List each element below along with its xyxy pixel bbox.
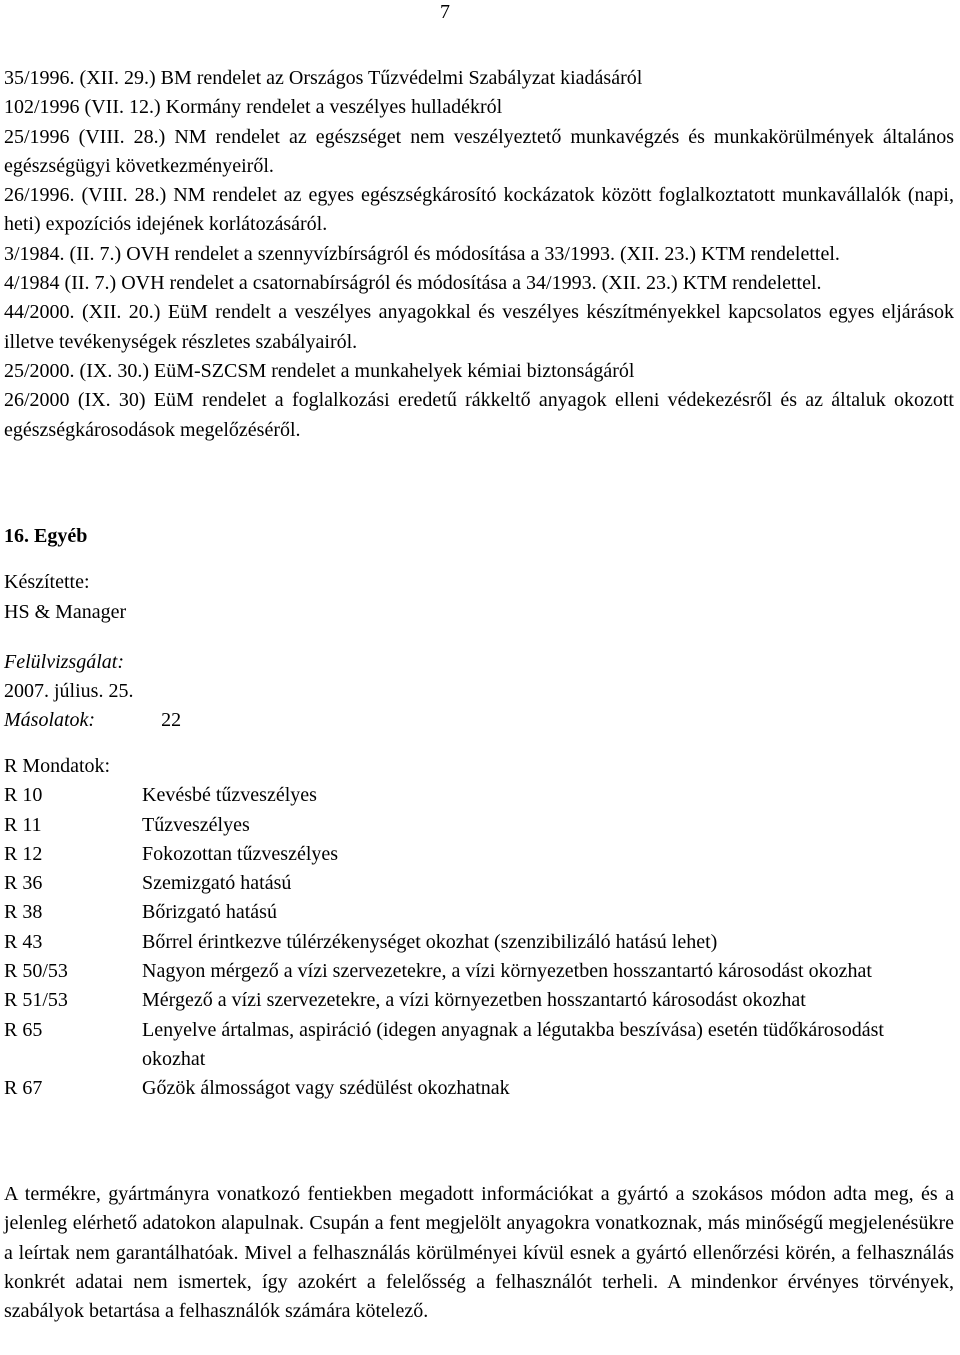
r-code: R 12 [4,842,43,865]
table-row [4,928,932,957]
r-phrases-section [4,752,954,1104]
page-number: 7 [440,1,450,23]
copies-row [4,706,954,735]
section-heading: 16. Egyéb [4,525,88,547]
r-text: Nagyon mérgező a vízi szervezetekre, a vízi környezetben hosszantartó károsodást okozhat [142,960,872,983]
r-text: Mérgező a vízi szervezetekre, a vízi környezetben hosszantartó károsodást okozhat [142,989,806,1012]
regulation-item: 35/1996. (XII. 29.) BM rendelet az Országos Tűzvédelmi Szabályzat kiadásáról [4,67,643,89]
r-code: R 36 [4,872,43,895]
copies-value: 22 [161,709,182,731]
r-text: Lenyelve ártalmas, aspiráció (idegen anyagnak a légutakba beszívása) esetén tüdőkárosodást okozhat [142,1018,884,1070]
regulation-item: 26/2000 (IX. 30) EüM rendelet a foglalkozási eredetű rákkeltő anyagok elleni védekezésről és az általuk okozott egészségkárosodások megelőzéséről. [4,389,954,441]
prepared-by-value: HS & Manager [4,601,127,623]
table-row [4,811,932,840]
r-code: R 51/53 [4,989,68,1012]
disclaimer-paragraph: A termékre, gyártmányra vonatkozó fentiekben megadott információkat a gyártó a szokásos módon adta meg, és a jelenleg elérhető adatokon alapulnak. Csupán a fent megjelölt anyagokra vonatkoznak, más minőségű megjelenésükre a leírtak nem garantálhatóak. Mivel a felhasználás körülményei kívül esnek a gyártó ellenőrzési körén, a felhasználás konkrét adatai nem ismertek, így azokért a felelősség a felhasználót terheli. A mindenkor érvényes törvények, szabályok betartása a felhasználók számára kötelező. [4,1183,954,1323]
regulation-item: 4/1984 (II. 7.) OVH rendelet a csatornabírságról és módosítása a 34/1993. (XII. 23.) KTM rendelettel. [4,272,822,295]
r-text: Szemizgató hatású [142,872,292,895]
r-code: R 38 [4,901,43,924]
regulation-item: 44/2000. (XII. 20.) EüM rendelt a veszélyes anyagokkal és veszélyes készítményekkel kapcsolatos egyes eljárások illetve tevékenységek részletes szabályairól. [4,301,954,353]
revision-value: 2007. július. 25. [4,680,134,702]
revision-label: Felülvizsgálat: [4,651,124,673]
r-code: R 43 [4,930,43,953]
table-row [4,781,932,810]
regulation-item: 3/1984. (II. 7.) OVH rendelet a szennyvízbírságról és módosítása a 33/1993. (XII. 23.) KTM rendelettel. [4,242,840,265]
table-row [4,898,932,927]
table-row [4,840,932,869]
r-text: Gőzök álmosságot vagy szédülést okozhatnak [142,1077,510,1100]
table-row [4,1016,932,1075]
r-text: Kevésbé tűzveszélyes [142,784,317,807]
r-text: Fokozottan tűzveszélyes [142,842,339,865]
r-text: Bőrizgató hatású [142,901,277,924]
r-text: Tűzveszélyes [142,813,250,836]
regulation-item: 26/1996. (VIII. 28.) NM rendelet az egyes egészségkárosító kockázatok között foglalkoztatott munkavállalók (napi, heti) expozíciós idejének korlátozásáról. [4,184,954,236]
r-code: R 50/53 [4,960,68,983]
copies-label: Másolatok: [4,709,96,731]
regulations-list [4,64,954,445]
table-row [4,1074,932,1103]
r-phrases-table [4,781,932,1103]
r-code: R 10 [4,784,43,807]
regulation-item: 25/2000. (IX. 30.) EüM-SZCSM rendelet a munkahelyek kémiai biztonságáról [4,359,635,382]
r-phrases-label: R Mondatok: [4,755,111,777]
r-text: Bőrrel érintkezve túlérzékenységet okozhat (szenzibilizáló hatású lehet) [142,930,718,953]
r-code: R 65 [4,1018,43,1041]
table-row [4,957,932,986]
r-code: R 67 [4,1077,43,1100]
prepared-by-label: Készítette: [4,571,90,593]
r-code: R 11 [4,813,42,836]
regulation-item: 25/1996 (VIII. 28.) NM rendelet az egészséget nem veszélyeztető munkavégzés és munkakörülmények általános egészségügyi következményeiről. [4,125,954,177]
table-row [4,869,932,898]
regulation-item: 102/1996 (VII. 12.) Kormány rendelet a veszélyes hulladékról [4,96,503,119]
table-row [4,986,932,1015]
